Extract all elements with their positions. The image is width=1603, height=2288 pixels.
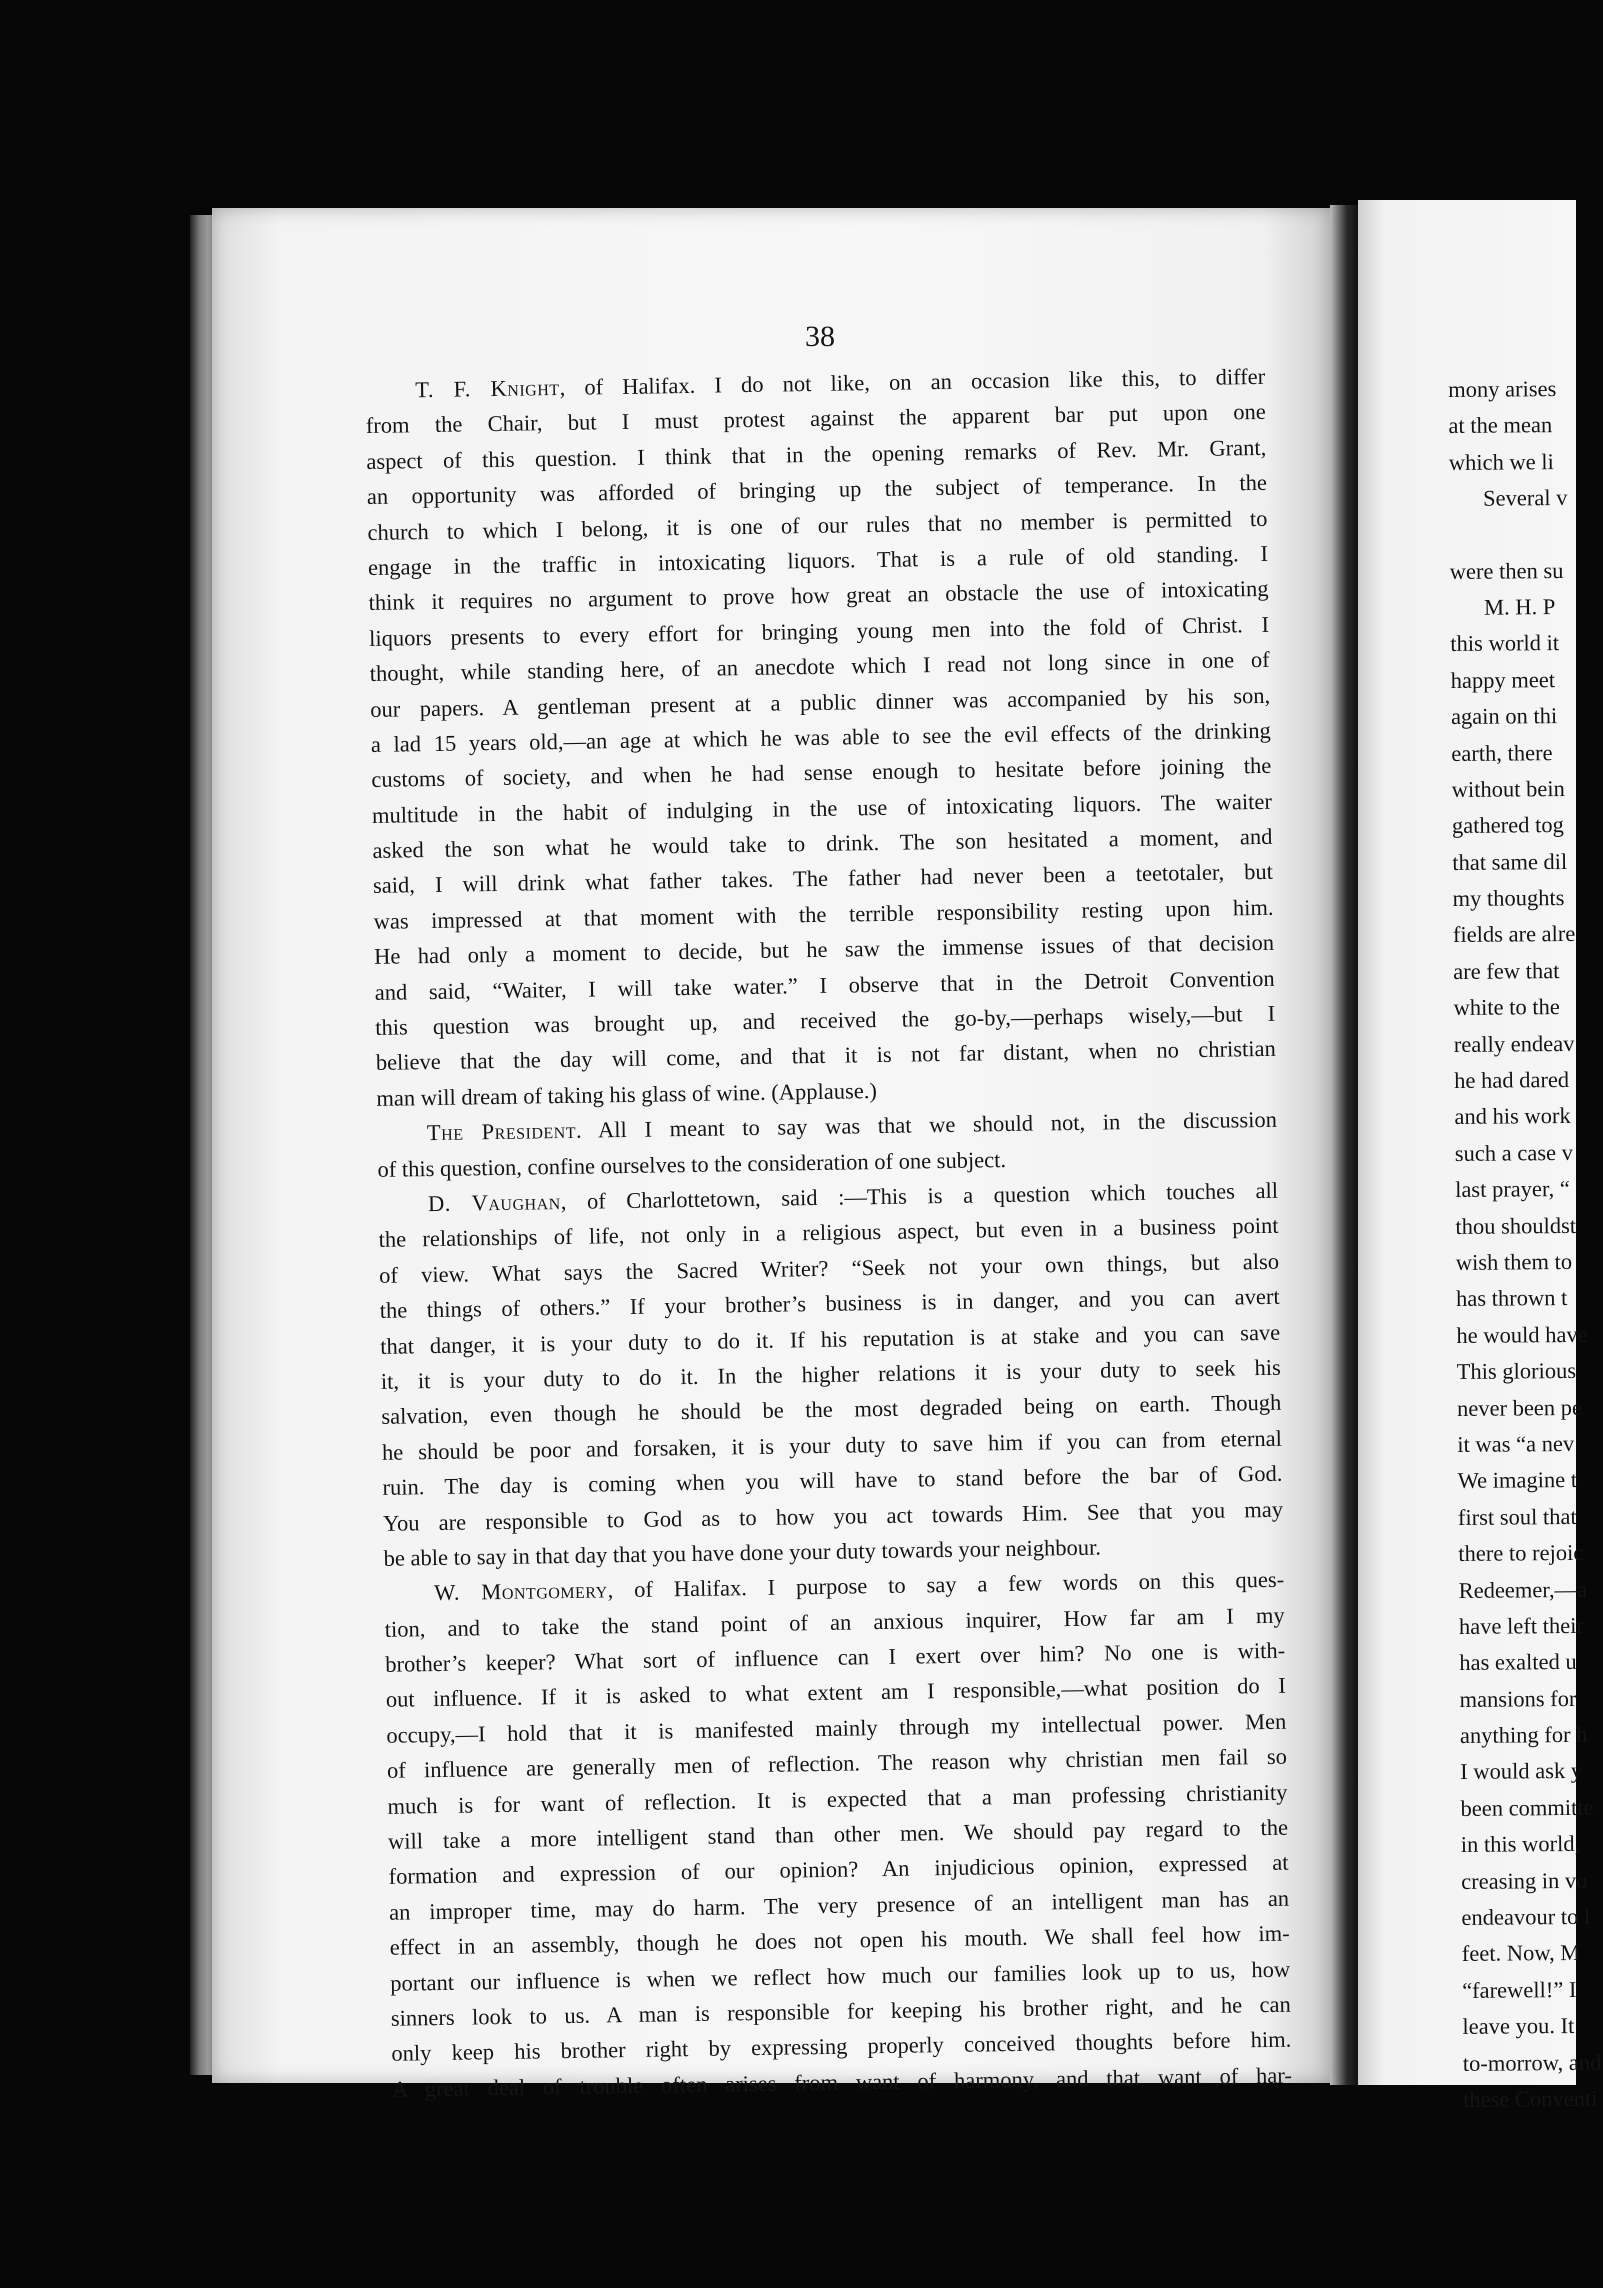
line-text: an opportunity was afforded of bringing up the subject of temperance. In the — [366, 470, 1268, 510]
text-line: last prayer, “ — [1455, 1176, 1570, 1203]
text-line: never been pe — [1456, 1394, 1583, 1421]
text-line: happy meet — [1450, 666, 1556, 693]
speaker-name: T. F. Knight — [415, 374, 560, 403]
line-text: an improper time, may do harm. The very presence of an intelligent man has an — [388, 1885, 1290, 1925]
left-page-text — [365, 359, 1292, 2107]
line-text: , of Halifax. I do not like, on an occasion like this, to differ — [559, 363, 1266, 400]
text-line: have left their — [1458, 1612, 1584, 1639]
text-line: “farewell!” I — [1462, 1976, 1577, 2003]
line-text: liquors presents to every effort for bringing young men into the fold of Christ. I — [368, 611, 1270, 651]
text-line: thou shouldst — [1455, 1212, 1577, 1239]
line-text: out influence. If it is asked to what extent am I responsible,—what position do I — [385, 1673, 1286, 1713]
text-line: leave you. It — [1462, 2013, 1575, 2040]
text-line: gathered tog — [1451, 812, 1564, 839]
line-text: it, it is your duty to do it. In the higher relations it is your duty to seek his — [380, 1354, 1281, 1394]
line-text: A great deal of trouble often arises from want of harmony, and that want of har- — [391, 2062, 1293, 2102]
line-text: occupy,—I hold that it is manifested mainly through my intellectual power. Men — [386, 1708, 1287, 1748]
line-text: the relationships of life, not only in a religious aspect, but even in a business point — [378, 1213, 1279, 1253]
text-line: has exalted u — [1459, 1649, 1577, 1676]
text-line: really endeav — [1453, 1030, 1575, 1057]
text-line: there to rejoic — [1458, 1539, 1584, 1567]
text-line: which we li — [1448, 448, 1554, 475]
line-text: tion, and to take the stand point of an anxious inquirer, How far am I my — [384, 1602, 1285, 1642]
line-text: engage in the traffic in intoxicating liquors. That is a rule of old standing. I — [367, 540, 1269, 580]
text-line: fields are alre — [1452, 921, 1576, 948]
text-line: without bein — [1451, 775, 1565, 802]
line-text: , of Halifax. I purpose to say a few words on this ques- — [607, 1566, 1285, 1603]
text-line: feet. Now, M — [1461, 1940, 1581, 1967]
line-text: much is for want of reflection. It is expected that a man professing christianity — [387, 1779, 1288, 1819]
text-line: Several v — [1482, 485, 1568, 511]
text-line: and his work — [1454, 1103, 1571, 1130]
text-line: mansions for — [1459, 1685, 1577, 1712]
line-text: of influence are generally men of reflection. The reason why christian men fail so — [386, 1743, 1288, 1784]
line-text: multitude in the habit of indulging in the use of intoxicating liquors. The waiter — [371, 788, 1273, 828]
line-text: aspect of this question. I think that in the opening remarks of Rev. Mr. Grant, — [366, 434, 1267, 474]
line-text: of view. What says the Sacred Writer? “Seek not your own things, but also — [378, 1248, 1280, 1288]
text-line: mony arises — [1448, 376, 1557, 402]
text-line: he had dared — [1454, 1067, 1570, 1094]
line-text: think it requires no argument to prove how great an obstacle the use of intoxicating — [368, 576, 1269, 616]
text-line: such a case v — [1454, 1139, 1574, 1166]
line-text: will take a more intelligent stand than other men. We should pay regard to the — [387, 1814, 1289, 1854]
text-line: these Conventi — [1462, 2085, 1598, 2112]
line-text: our papers. A gentleman present at a public dinner was accompanied by his son, — [370, 682, 1271, 722]
speaker-name: The President — [426, 1117, 577, 1146]
page-gutter — [1330, 205, 1358, 2085]
text-line: to-morrow, and — [1462, 2049, 1602, 2076]
text-line: again on thi — [1450, 703, 1558, 730]
line-text: church to which I belong, it is one of our rules that no member is permitted to — [367, 505, 1268, 545]
line-text: customs of society, and when he had sense enough to hesitate before joining the — [371, 753, 1272, 793]
line-text: a lad 15 years old,—an age at which he was able to see the evil effects of the drinking — [370, 717, 1271, 757]
speaker-name: W. Montgomery — [433, 1577, 608, 1606]
line-text: believe that the day will come, and that it is not far distant, when no christian — [375, 1036, 1276, 1076]
line-text: the things of others.” If your brother’s business is in danger, and you can avert — [379, 1283, 1280, 1324]
text-line: Redeemer,—a — [1458, 1576, 1588, 1603]
line-text: ruin. The day is coming when you will have to stand before the bar of God. — [382, 1460, 1283, 1500]
text-line: were then su — [1449, 557, 1564, 584]
line-text: only keep his brother right by expressing properly conceived thoughts before him. — [391, 2027, 1292, 2067]
line-text: this question was brought up, and received the go-by,—perhaps wisely,—but I — [375, 1000, 1276, 1040]
text-line: earth, there — [1451, 739, 1553, 766]
line-text: man will dream of taking his glass of wine. (Applause.) — [376, 1077, 878, 1111]
right-page-text — [1448, 371, 1603, 2119]
text-line: first soul that — [1457, 1503, 1577, 1530]
text-line: I would ask y — [1460, 1758, 1583, 1785]
line-text: from the Chair, but I must protest against the apparent bar put upon one — [365, 399, 1266, 439]
text-line: We imagine t — [1457, 1467, 1578, 1494]
text-line: M. H. P — [1483, 594, 1556, 620]
text-line: that same dil — [1452, 848, 1568, 875]
line-text: thought, while standing here, of an anecdote which I read not long since in one of — [369, 646, 1270, 687]
line-text: sinners look to us. A man is responsible for keeping his brother right, and he can — [390, 1991, 1291, 2031]
text-line: are few that — [1453, 957, 1560, 984]
text-line: This glorious — [1456, 1358, 1577, 1385]
text-line: in this world, — [1460, 1831, 1581, 1858]
text-line: white to the — [1453, 994, 1560, 1021]
text-line: at the mean — [1448, 412, 1553, 439]
line-text: be able to say in that day that you have done your duty towards your neighbour. — [383, 1534, 1102, 1571]
text-line: it was “a nev — [1457, 1430, 1575, 1457]
text-line: anything for h — [1459, 1721, 1588, 1749]
line-text: salvation, even though he should be the most degraded being on earth. Though — [381, 1390, 1282, 1430]
line-text: and said, “Waiter, I will take water.” I observe that in the Detroit Convention — [374, 965, 1275, 1005]
line-text: that danger, it is your duty to do it. If his reputation is at stake and you can save — [380, 1319, 1281, 1359]
text-line: wish them to — [1455, 1248, 1573, 1275]
speaker-name: D. Vaughan — [427, 1189, 561, 1217]
line-text: he should be poor and forsaken, it is your duty to save him if you can from eternal — [381, 1425, 1283, 1465]
text-line: he would have — [1456, 1321, 1588, 1348]
text-line: this world it — [1450, 630, 1560, 657]
line-text: brother’s keeper? What sort of influence can I exert over him? No one is with- — [385, 1637, 1286, 1677]
line-text: said, I will drink what father takes. The father had never been a teetotaler, but — [372, 859, 1274, 899]
line-text: He had only a moment to decide, but he saw the immense issues of that decision — [373, 930, 1275, 970]
text-line: creasing in vo — [1461, 1867, 1588, 1894]
text-line: has thrown t — [1455, 1285, 1568, 1312]
line-text: was impressed at that moment with the terrible responsibility resting upon him. — [373, 894, 1274, 934]
line-text: . All I meant to say was that we should not, in the discussion — [575, 1106, 1278, 1143]
line-text: of this question, confine ourselves to the consideration of one subject. — [377, 1146, 1007, 1182]
text-line: my thoughts — [1452, 885, 1565, 912]
line-text: , of Charlottetown, said :—This is a question which touches all — [560, 1177, 1279, 1215]
line-text: formation and expression of our opinion? An injudicious opinion, expressed at — [388, 1850, 1289, 1890]
text-line: endeavour to l — [1461, 1903, 1591, 1930]
line-text: asked the son what he would take to drink. The son hesitated a moment, and — [372, 823, 1273, 864]
line-text: You are responsible to God as to how you act towards Him. See that you may — [382, 1496, 1284, 1536]
text-line: been committe — [1460, 1794, 1594, 1821]
line-text: portant our influence is when we reflect how much our families look up to us, how — [390, 1956, 1291, 1996]
page-number: 38 — [805, 320, 835, 353]
line-text: effect in an assembly, though he does not open his mouth. We shall feel how im- — [389, 1920, 1290, 1960]
